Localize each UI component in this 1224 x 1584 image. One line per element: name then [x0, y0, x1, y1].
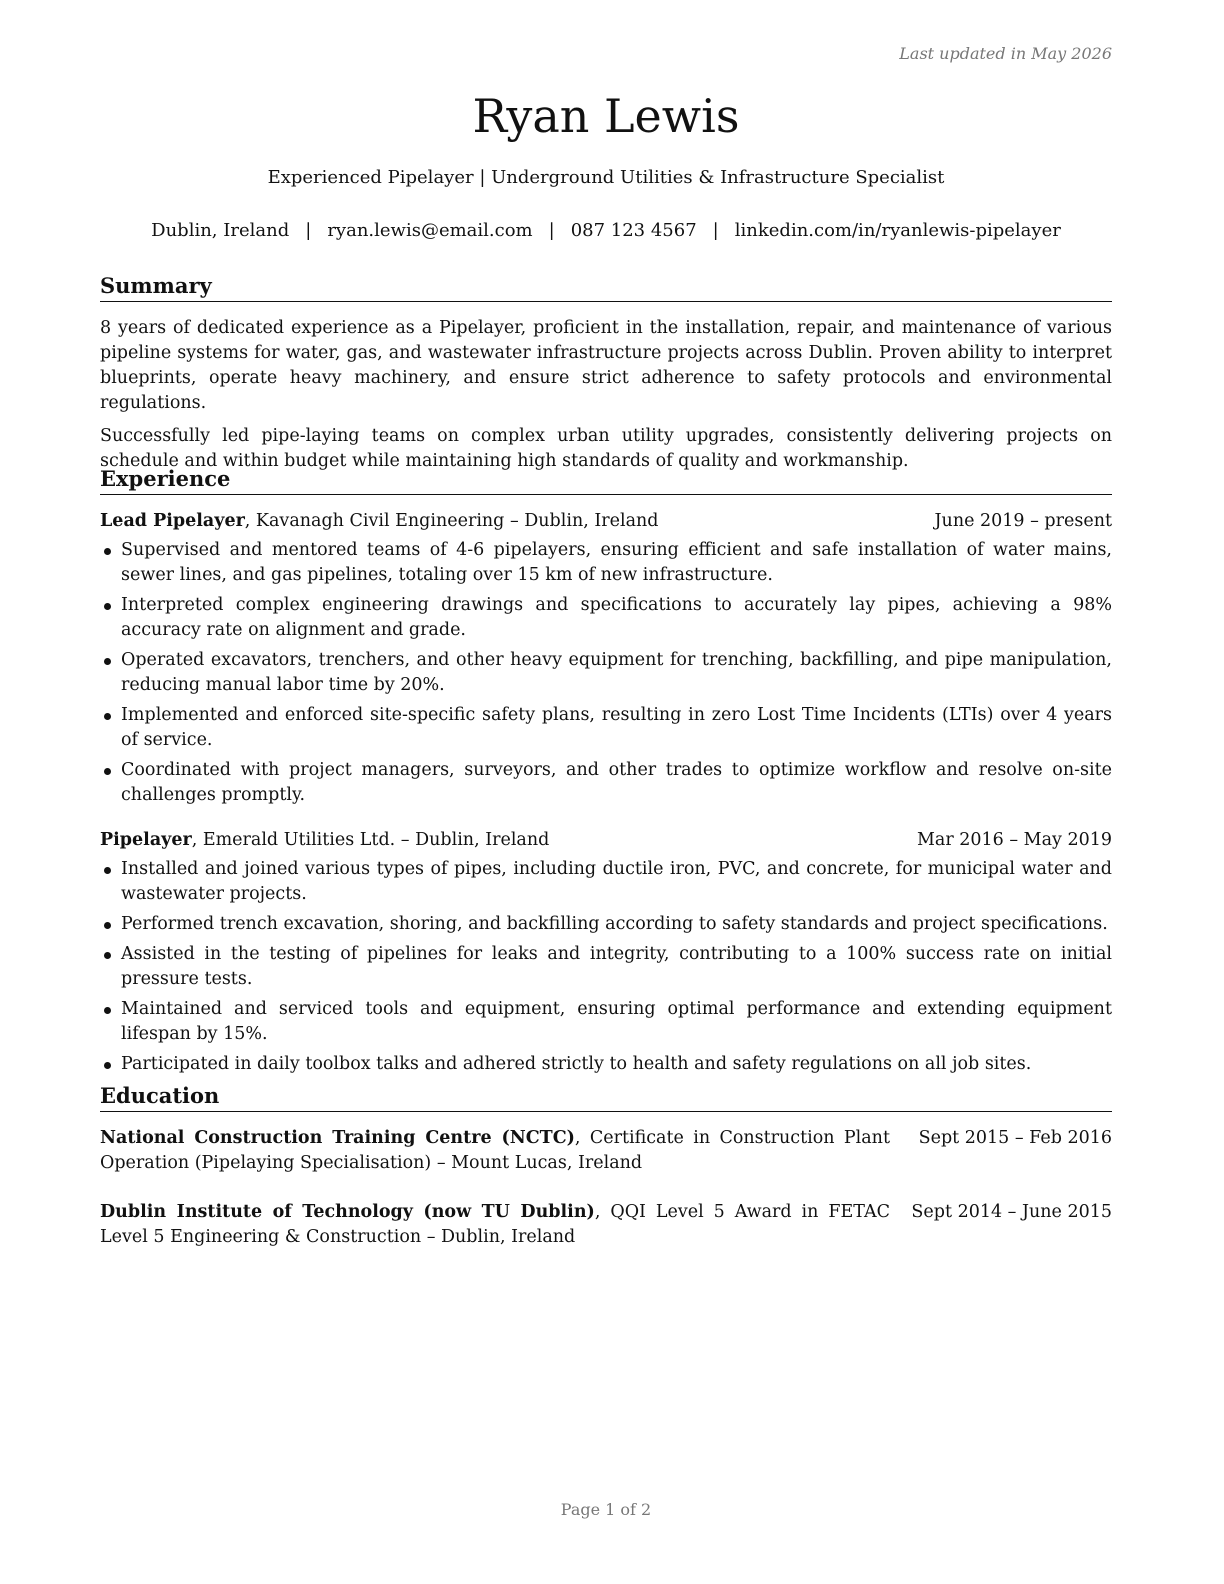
job-bullet: Assisted in the testing of pipelines for leaks and integrity, contributing to a 100% success rate on initial pressure tests. — [100, 942, 1112, 992]
job-bullet: Installed and joined various types of pipes, including ductile iron, PVC, and concrete, for municipal water and wastewater projects. — [100, 857, 1112, 907]
job-bullet: Performed trench excavation, shoring, and backfilling according to safety standards and project specifications. — [100, 912, 1112, 937]
education-details: , Certificate in Construction Plant Operation (Pipelaying Specialisation) – Mount Lucas, Ireland — [100, 1128, 890, 1173]
job-bullet: Coordinated with project managers, surveyors, and other trades to optimize workflow and resolve on-site challenges promptly. — [100, 758, 1112, 808]
experience-heading: Experience — [100, 465, 1112, 495]
summary-paragraph: 8 years of dedicated experience as a Pipelayer, proficient in the installation, repair, and maintenance of various pipeline systems for water, gas, and wastewater infrastructure projects across Dublin. Proven ability to interpret blueprints, operate heavy machinery, and ensure strict adherence to safety protocols and environmental regulations. — [100, 318, 1112, 413]
contact-separator: | — [712, 220, 719, 241]
summary-paragraph: Successfully led pipe-laying teams on complex urban utility upgrades, consistently delivering projects on schedule and within budget while maintaining high standards of quality and workmanship. — [100, 426, 1112, 471]
summary-heading: Summary — [100, 272, 1112, 302]
summary-body — [100, 316, 1112, 474]
page-number: Page 1 of 2 — [560, 1500, 652, 1519]
job-dates: Mar 2016 – May 2019 — [916, 830, 1112, 850]
education-institution: National Construction Training Centre (NCTC) — [100, 1128, 575, 1148]
job-bullet: Interpreted complex engineering drawings and specifications to accurately lay pipes, achieving a 98% accuracy rate on alignment and grade. — [100, 593, 1112, 643]
job-header — [100, 509, 1112, 534]
education-section — [100, 1082, 1112, 1250]
last-updated-note: Last updated in May 2026 — [899, 44, 1112, 63]
job-role: Pipelayer — [100, 830, 192, 850]
contact-line — [100, 219, 1112, 243]
contact-location: Dublin, Ireland — [151, 220, 290, 241]
education-entry — [100, 1200, 1112, 1250]
job-company: , Emerald Utilities Ltd. – Dublin, Ireland — [191, 830, 550, 850]
job-bullet: Operated excavators, trenchers, and other heavy equipment for trenching, backfilling, and pipe manipulation, reducing manual labor time by 20%. — [100, 648, 1112, 698]
job-title-line — [100, 828, 897, 853]
education-institution: Dublin Institute of Technology (now TU Dublin) — [100, 1202, 595, 1222]
resume-page — [100, 0, 1112, 1584]
education-details: , QQI Level 5 Award in FETAC Level 5 Engineering & Construction – Dublin, Ireland — [100, 1202, 890, 1247]
education-entry — [100, 1126, 1112, 1176]
job-entry — [100, 828, 1112, 1077]
candidate-name: Ryan Lewis — [472, 89, 740, 143]
job-bullet: Implemented and enforced site-specific safety plans, resulting in zero Lost Time Incidents (LTIs) over 4 years of service. — [100, 703, 1112, 753]
contact-linkedin-link[interactable]: linkedin.com/in/ryanlewis-pipelayer — [734, 220, 1061, 241]
job-title-line — [100, 509, 915, 534]
job-bullet-list — [100, 538, 1112, 808]
job-bullet: Maintained and serviced tools and equipment, ensuring optimal performance and extending equipment lifespan by 15%. — [100, 997, 1112, 1047]
candidate-tagline: Experienced Pipelayer | Underground Utilities & Infrastructure Specialist — [267, 167, 945, 188]
contact-phone: 087 123 4567 — [570, 220, 697, 241]
job-bullet: Participated in daily toolbox talks and adhered strictly to health and safety regulations on all job sites. — [100, 1052, 1112, 1077]
job-entry — [100, 509, 1112, 808]
job-header — [100, 828, 1112, 853]
job-bullet: Supervised and mentored teams of 4-6 pipelayers, ensuring efficient and safe installation of water mains, sewer lines, and gas pipelines, totaling over 15 km of new infrastructure. — [100, 538, 1112, 588]
contact-separator: | — [305, 220, 312, 241]
education-dates: Sept 2014 – June 2015 — [911, 1202, 1112, 1222]
job-company: , Kavanagh Civil Engineering – Dublin, Ireland — [244, 511, 659, 531]
contact-email-link[interactable]: ryan.lewis@email.com — [327, 220, 533, 241]
summary-section — [100, 272, 1112, 474]
education-heading: Education — [100, 1082, 1112, 1112]
education-description — [100, 1126, 890, 1176]
job-role: Lead Pipelayer — [100, 511, 245, 531]
job-bullet-list — [100, 857, 1112, 1077]
job-dates: June 2019 – present — [934, 511, 1112, 531]
education-dates: Sept 2015 – Feb 2016 — [918, 1128, 1112, 1148]
education-description — [100, 1200, 890, 1250]
experience-section — [100, 465, 1112, 1082]
contact-separator: | — [548, 220, 555, 241]
